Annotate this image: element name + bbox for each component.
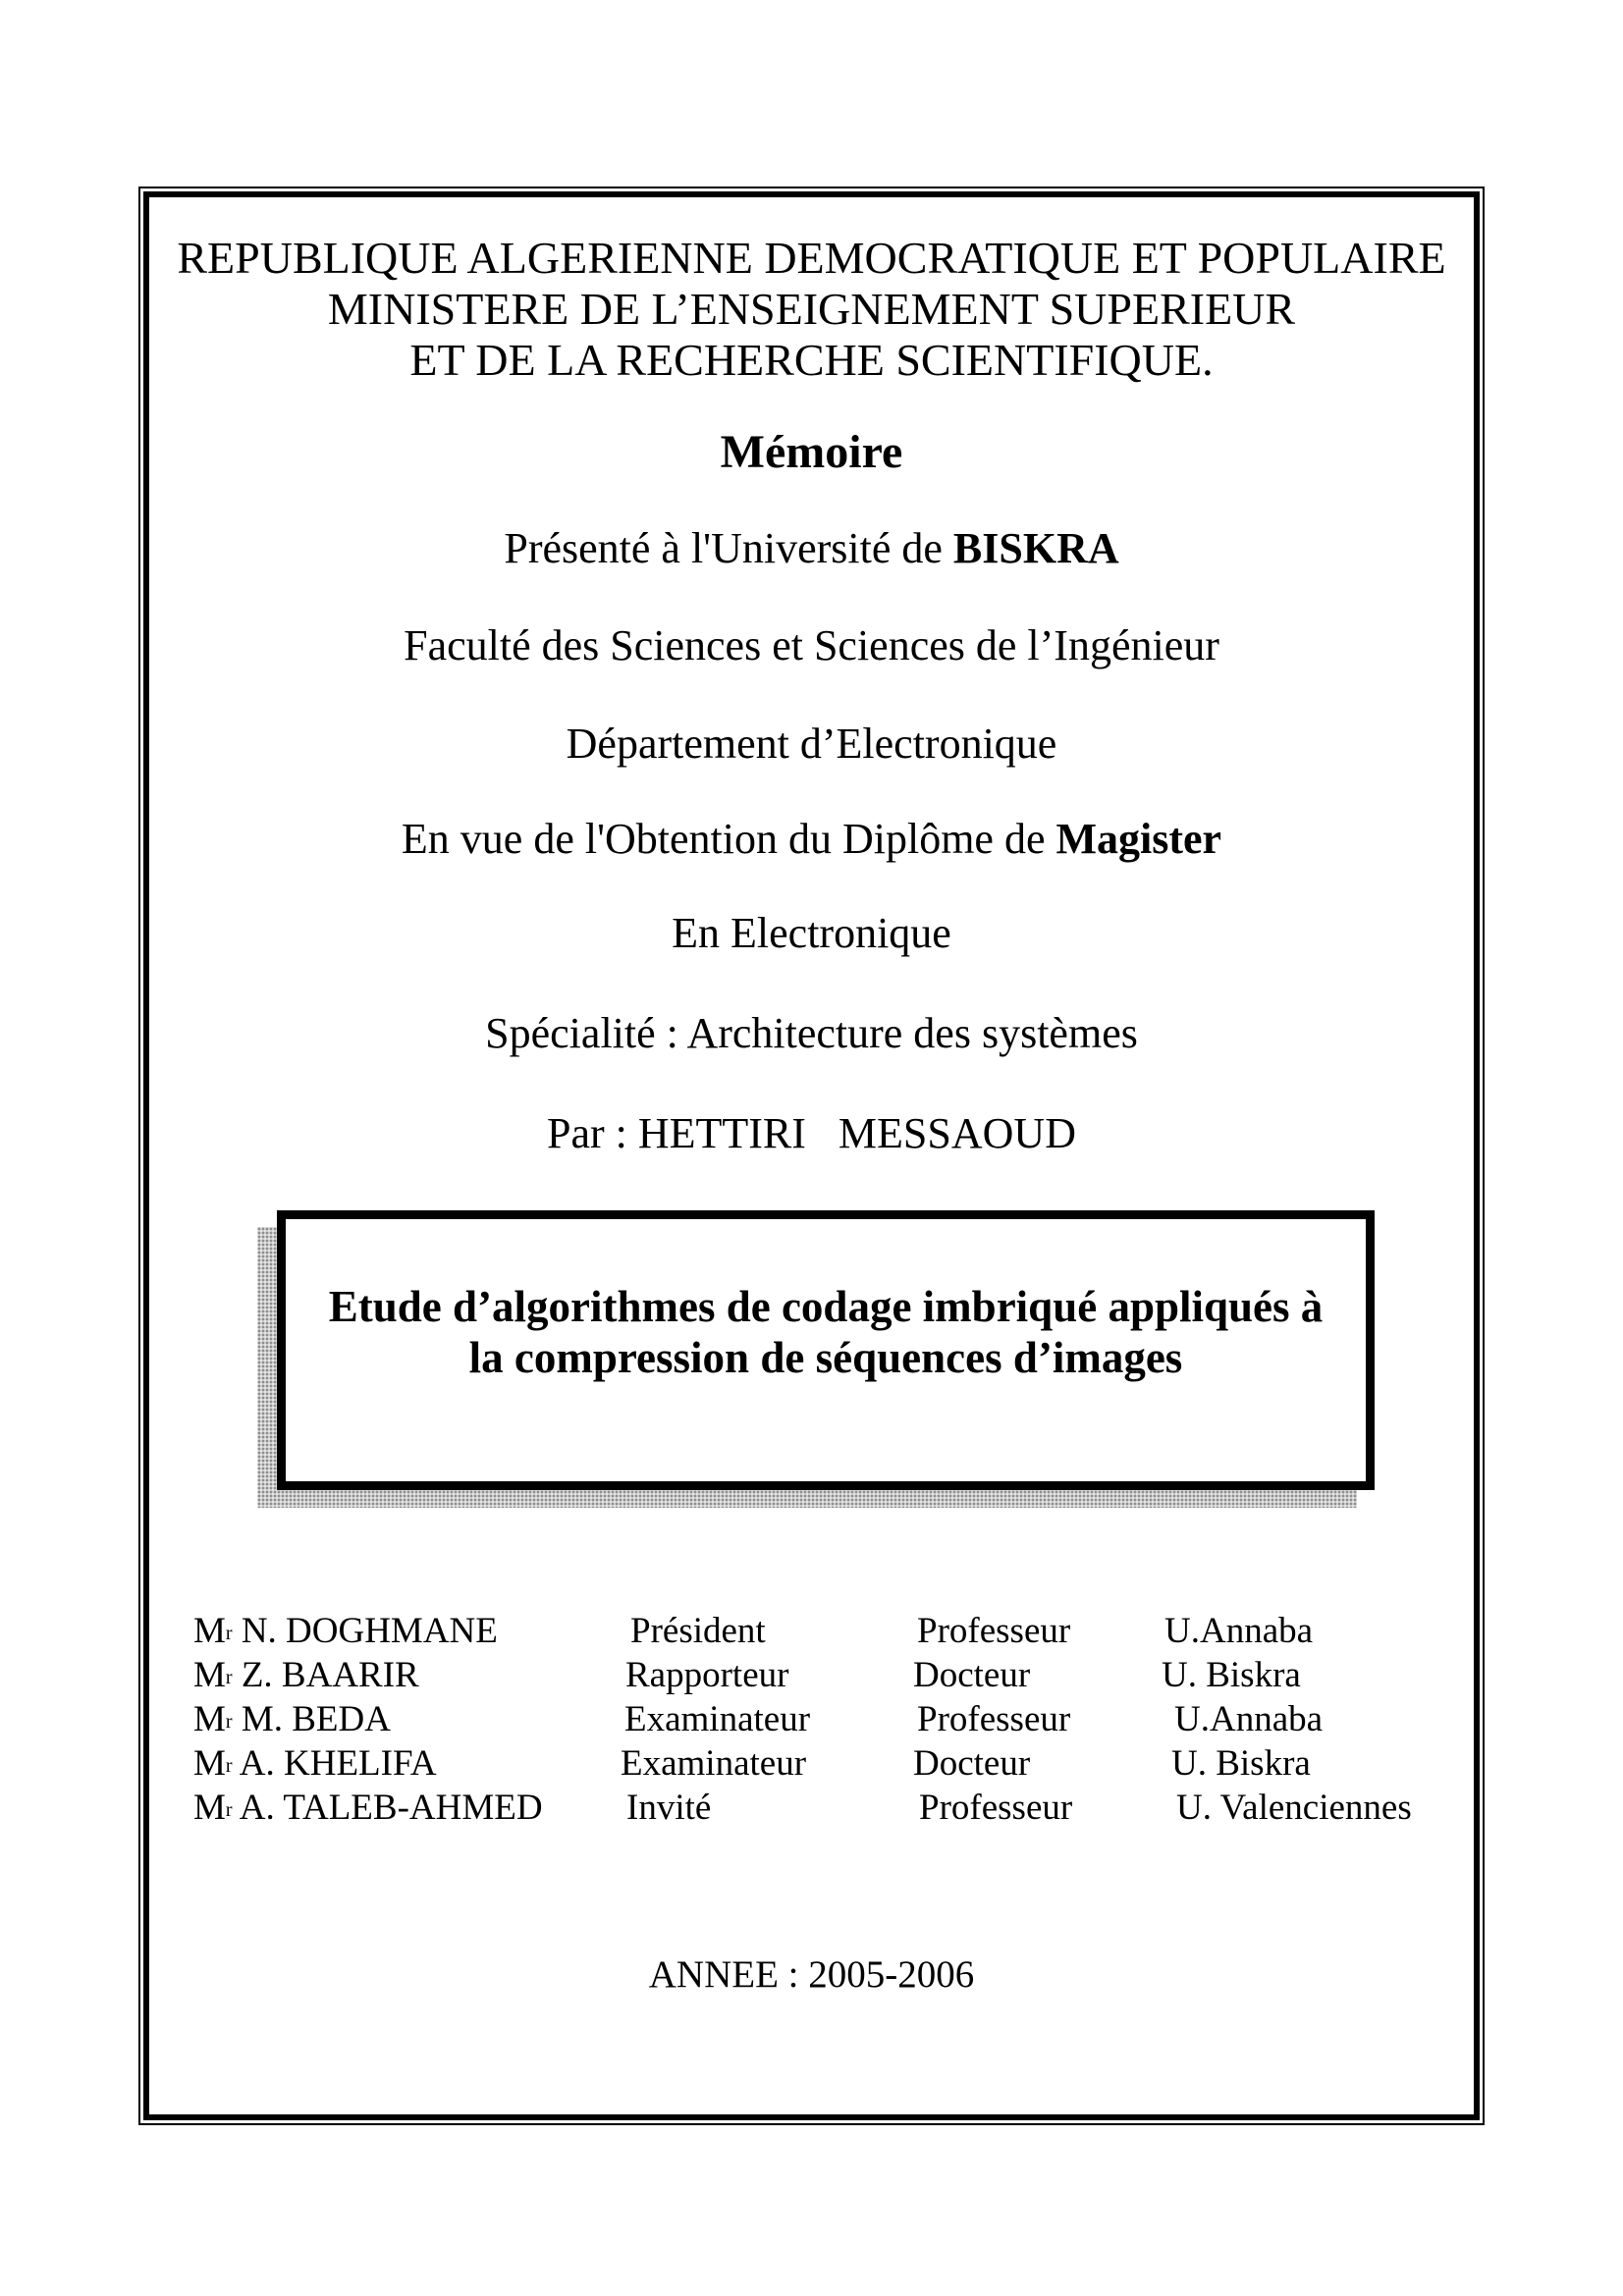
faculty-line: Faculté des Sciences et Sciences de l’Ingénieur <box>404 621 1219 669</box>
jury-member-role: Examinateur <box>624 1699 811 1739</box>
jury-member-role: Examinateur <box>621 1743 807 1784</box>
header-line-research: ET DE LA RECHERCHE SCIENTIFIQUE. <box>409 335 1214 385</box>
jury-member-role: Rapporteur <box>625 1655 789 1695</box>
university-name: BISKRA <box>952 524 1119 572</box>
jury-member-name: $M^r$ A. TALEB-AHMED <box>193 1788 543 1828</box>
jury-member-institution: U.Annaba <box>1174 1699 1324 1739</box>
jury-member-grade: Professeur <box>917 1611 1071 1651</box>
thesis-title <box>277 1281 1375 1383</box>
jury-member-name: $M^r$ Z. BAARIR <box>193 1655 419 1695</box>
specialty-line: Spécialité : Architecture des systèmes <box>485 1009 1138 1057</box>
presented-line <box>138 524 1485 573</box>
jury-member-name: $M^r$ M. BEDA <box>193 1699 391 1739</box>
jury-member-institution: U. Valenciennes <box>1176 1788 1412 1828</box>
jury-member-institution: U. Biskra <box>1162 1655 1301 1695</box>
department-line: Département d’Electronique <box>566 720 1057 768</box>
jury-member-institution: U.Annaba <box>1164 1611 1314 1651</box>
author-line: Par : HETTIRI MESSAOUD <box>547 1109 1076 1157</box>
document-type: Mémoire <box>720 426 903 478</box>
thesis-title-line-2: la compression de séquences d’images <box>468 1333 1183 1382</box>
diploma-degree: Magister <box>1055 815 1222 863</box>
header-line-ministry: MINISTERE DE L’ENSEIGNEMENT SUPERIEUR <box>327 284 1296 334</box>
jury-member-grade: Docteur <box>913 1743 1031 1784</box>
jury-member-name: $M^r$ A. KHELIFA <box>193 1743 437 1784</box>
field-line: En Electronique <box>672 909 951 957</box>
thesis-title-line-1: Etude d’algorithmes de codage imbriqué appliqués à <box>328 1282 1324 1331</box>
jury-member-grade: Docteur <box>913 1655 1031 1695</box>
jury-member-role: Président <box>630 1611 766 1651</box>
diploma-prefix: En vue de l'Obtention du Diplôme de <box>401 815 1056 863</box>
diploma-line <box>138 815 1485 864</box>
jury-member-institution: U. Biskra <box>1171 1743 1311 1784</box>
jury-member-grade: Professeur <box>917 1699 1071 1739</box>
academic-year: ANNEE : 2005-2006 <box>648 1953 975 1996</box>
jury-member-role: Invité <box>626 1788 712 1828</box>
presented-prefix: Présenté à l'Université de <box>504 524 953 572</box>
jury-member-grade: Professeur <box>919 1788 1073 1828</box>
jury-member-name: $M^r$ N. DOGHMANE <box>193 1611 498 1651</box>
header-line-republic: REPUBLIQUE ALGERIENNE DEMOCRATIQUE ET POPULAIRE <box>177 233 1446 283</box>
